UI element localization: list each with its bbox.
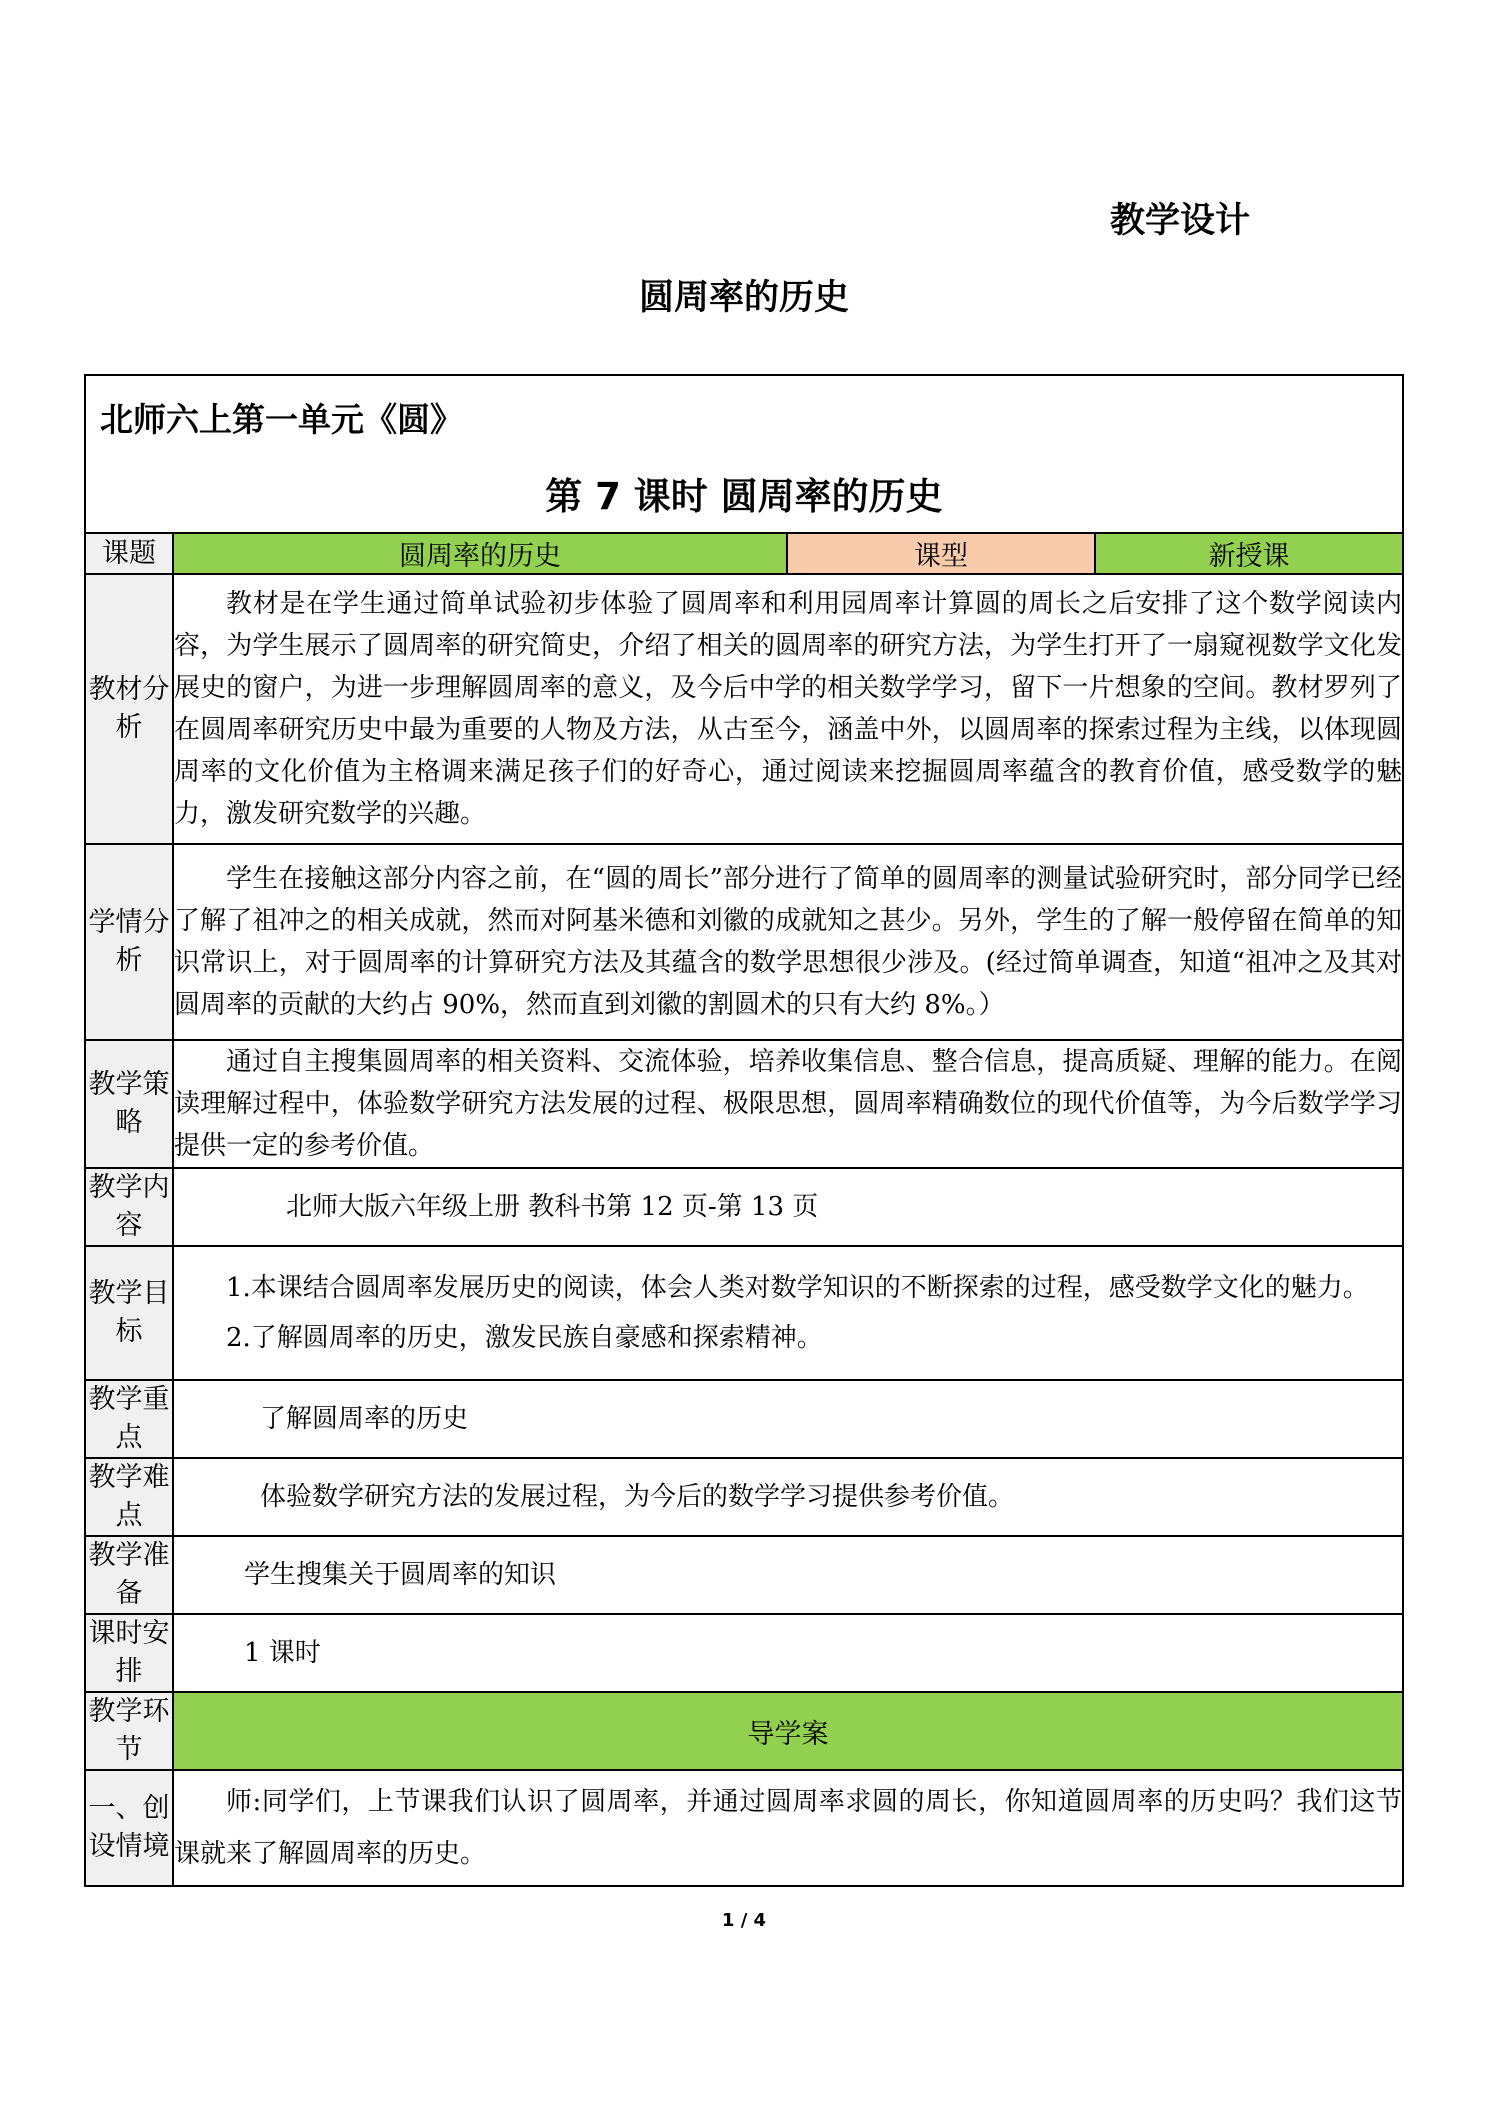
- topic-label: 课题: [85, 533, 173, 574]
- unit-title: 北师六上第一单元《圆》: [100, 400, 463, 439]
- topic-row: [85, 533, 1403, 574]
- row-label: 课时安排: [85, 1614, 173, 1692]
- row-teaching-stage: [85, 1692, 1403, 1770]
- row-content: 教材是在学生通过简单试验初步体验了圆周率和利用园周率计算圆的周长之后安排了这个数学阅读内容，为学生展示了圆周率的研究简史，介绍了相关的圆周率的研究方法，为学生打开了一扇窥视数学文化发展史的窗户，为进一步理解圆周率的意义，及今后中学的相关数学学习，留下一片想象的空间。教材罗列了在圆周率研究历史中最为重要的人物及方法，从古至今，涵盖中外，以圆周率的探索过程为主线，以体现圆周率的文化价值为主格调来满足孩子们的好奇心，通过阅读来挖掘圆周率蕴含的教育价值，感受数学的魅力，激发研究数学的兴趣。: [173, 574, 1403, 844]
- row-label: 教学目标: [85, 1246, 173, 1380]
- doc-header-label: 教学设计: [1110, 201, 1251, 241]
- row-label: 教学难点: [85, 1458, 173, 1536]
- lesson-type-label: 课型: [787, 533, 1095, 574]
- row-content: 1 课时: [173, 1614, 1403, 1692]
- row-content: 北师大版六年级上册 教科书第 12 页-第 13 页: [173, 1168, 1403, 1246]
- row-content: 了解圆周率的历史: [173, 1380, 1403, 1458]
- goal-2: 2.了解圆周率的历史，激发民族自豪感和探索精神。: [226, 1323, 823, 1353]
- row-label: 教学重点: [85, 1380, 173, 1458]
- page-title: 圆周率的历史: [638, 278, 849, 318]
- row-label: 学情分析: [85, 844, 173, 1040]
- row-content: 体验数学研究方法的发展过程，为今后的数学学习提供参考价值。: [173, 1458, 1403, 1536]
- row-label: 教材分析: [85, 574, 173, 844]
- lesson-type-value: 新授课: [1095, 533, 1403, 574]
- row-content: 师:同学们，上节课我们认识了圆周率，并通过圆周率求圆的周长，你知道圆周率的历史吗？我们这节课就来了解圆周率的历史。: [173, 1770, 1403, 1886]
- row-content: 通过自主搜集圆周率的相关资料、交流体验，培养收集信息、整合信息，提高质疑、理解的能力。在阅读理解过程中，体验数学研究方法发展的过程、极限思想，圆周率精确数位的现代价值等，为今后数学学习提供一定的参考价值。: [173, 1040, 1403, 1168]
- row-teaching-content: [85, 1168, 1403, 1246]
- row-content: 导学案: [173, 1692, 1403, 1770]
- row-content: [173, 1246, 1403, 1380]
- topic-value: 圆周率的历史: [173, 533, 787, 574]
- goal-1: 1.本课结合圆周率发展历史的阅读，体会人类对数学知识的不断探索的过程，感受数学文化的魅力。: [226, 1273, 1369, 1303]
- row-label: 教学内容: [85, 1168, 173, 1246]
- row-schedule: [85, 1614, 1403, 1692]
- row-preparation: [85, 1536, 1403, 1614]
- row-teaching-strategy: [85, 1040, 1403, 1168]
- page-number: 1 / 4: [721, 1910, 767, 1931]
- row-label: 教学环节: [85, 1692, 173, 1770]
- row-scenario: [85, 1770, 1403, 1886]
- row-label: 一、创设情境: [85, 1770, 173, 1886]
- lesson-title: 第 7 课时 圆周率的历史: [545, 475, 943, 518]
- row-key-points: [85, 1380, 1403, 1458]
- row-textbook-analysis: [85, 574, 1403, 844]
- row-content: 学生搜集关于圆周率的知识: [173, 1536, 1403, 1614]
- row-difficulties: [85, 1458, 1403, 1536]
- unit-heading-cell: [85, 375, 1403, 533]
- row-label: 教学策略: [85, 1040, 173, 1168]
- row-label: 教学准备: [85, 1536, 173, 1614]
- row-teaching-goals: [85, 1246, 1403, 1380]
- lesson-plan-table: [84, 374, 1404, 1887]
- row-student-analysis: [85, 844, 1403, 1040]
- row-content: 学生在接触这部分内容之前，在“圆的周长”部分进行了简单的圆周率的测量试验研究时，部分同学已经了解了祖冲之的相关成就，然而对阿基米德和刘徽的成就知之甚少。另外，学生的了解一般停留在简单的知识常识上，对于圆周率的计算研究方法及其蕴含的数学思想很少涉及。(经过简单调查，知道“祖冲之及其对圆周率的贡献的大约占 90%，然而直到刘徽的割圆术的只有大约 8%。）: [173, 844, 1403, 1040]
